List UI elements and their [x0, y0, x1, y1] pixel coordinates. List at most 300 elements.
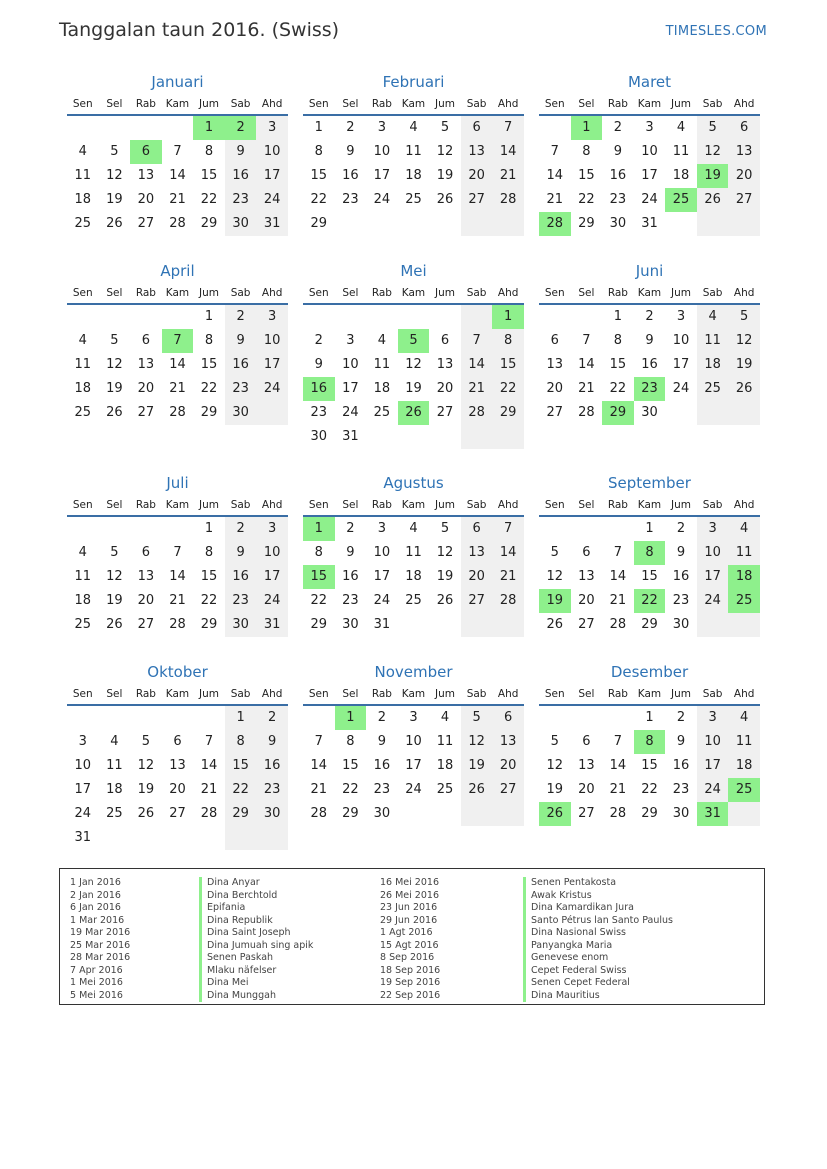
day-cell[interactable]: 20 [546, 381, 564, 396]
day-cell[interactable]: 3 [256, 517, 288, 541]
day-cell[interactable]: 29 [310, 216, 328, 231]
day-cell[interactable]: 30 [609, 216, 627, 231]
day-cell[interactable]: 8 [314, 144, 323, 159]
day-cell[interactable]: 4 [728, 517, 760, 541]
day-cell[interactable]: 27 [578, 806, 595, 821]
day-cell[interactable]: 19 [728, 353, 760, 377]
day-cell[interactable]: 28 [492, 188, 524, 212]
day-cell[interactable]: 30 [225, 212, 257, 236]
day-cell[interactable]: 25 [436, 782, 454, 797]
day-cell[interactable]: 20 [578, 593, 595, 608]
day-cell[interactable]: 23 [256, 778, 288, 802]
day-cell[interactable]: 3 [346, 333, 355, 348]
day-cell[interactable]: 31 [74, 830, 92, 845]
day-cell[interactable]: 26 [106, 216, 123, 231]
day-cell[interactable]: 17 [74, 782, 92, 797]
day-cell[interactable]: 23 [342, 593, 359, 608]
day-cell[interactable]: 15 [200, 357, 218, 372]
day-cell[interactable]: 14 [546, 168, 564, 183]
day-cell[interactable]: 10 [697, 730, 729, 754]
day-cell[interactable]: 3 [256, 305, 288, 329]
day-cell[interactable]: 28 [169, 216, 186, 231]
day-cell[interactable]: 25 [697, 377, 729, 401]
day-cell[interactable]: 18 [373, 381, 391, 396]
day-cell[interactable]: 28 [609, 617, 627, 632]
day-cell[interactable]: 8 [346, 734, 355, 749]
day-cell[interactable]: 20 [436, 381, 454, 396]
day-cell[interactable]: 20 [461, 565, 493, 589]
day-cell[interactable]: 12 [436, 144, 454, 159]
day-cell[interactable]: 21 [492, 565, 524, 589]
day-cell[interactable]: 22 [200, 192, 218, 207]
holiday-day-cell[interactable]: 25 [665, 188, 697, 212]
day-cell[interactable]: 7 [173, 545, 182, 560]
day-cell[interactable]: 6 [728, 116, 760, 140]
day-cell[interactable]: 16 [225, 565, 257, 589]
day-cell[interactable]: 17 [672, 357, 690, 372]
day-cell[interactable]: 3 [377, 521, 387, 536]
day-cell[interactable]: 29 [342, 806, 359, 821]
day-cell[interactable]: 6 [141, 545, 151, 560]
day-cell[interactable]: 5 [110, 144, 119, 159]
day-cell[interactable]: 26 [106, 617, 123, 632]
day-cell[interactable]: 12 [106, 168, 123, 183]
day-cell[interactable]: 27 [728, 188, 760, 212]
day-cell[interactable]: 24 [697, 589, 729, 613]
day-cell[interactable]: 1 [204, 521, 214, 536]
day-cell[interactable]: 10 [256, 329, 288, 353]
day-cell[interactable]: 2 [676, 521, 686, 536]
day-cell[interactable]: 24 [373, 593, 391, 608]
day-cell[interactable]: 24 [672, 381, 690, 396]
holiday-day-cell[interactable]: 26 [398, 401, 430, 425]
day-cell[interactable]: 11 [373, 357, 391, 372]
day-cell[interactable]: 27 [137, 617, 155, 632]
day-cell[interactable]: 29 [310, 617, 328, 632]
day-cell[interactable]: 31 [641, 216, 658, 231]
day-cell[interactable]: 5 [141, 734, 151, 749]
day-cell[interactable]: 24 [74, 806, 92, 821]
day-cell[interactable]: 7 [314, 734, 323, 749]
day-cell[interactable]: 19 [137, 782, 155, 797]
day-cell[interactable]: 19 [106, 192, 123, 207]
day-cell[interactable]: 18 [672, 168, 690, 183]
day-cell[interactable]: 23 [342, 192, 359, 207]
day-cell[interactable]: 18 [74, 192, 92, 207]
day-cell[interactable]: 7 [550, 144, 559, 159]
day-cell[interactable]: 24 [697, 778, 729, 802]
day-cell[interactable]: 23 [310, 405, 328, 420]
day-cell[interactable]: 23 [672, 782, 690, 797]
holiday-day-cell[interactable]: 2 [225, 116, 257, 140]
day-cell[interactable]: 9 [225, 140, 257, 164]
day-cell[interactable]: 30 [672, 617, 690, 632]
day-cell[interactable]: 9 [613, 144, 623, 159]
day-cell[interactable]: 31 [373, 617, 391, 632]
day-cell[interactable]: 22 [310, 192, 328, 207]
day-cell[interactable]: 19 [106, 593, 123, 608]
day-cell[interactable]: 9 [346, 545, 355, 560]
day-cell[interactable]: 29 [225, 802, 257, 826]
day-cell[interactable]: 8 [204, 144, 214, 159]
day-cell[interactable]: 28 [578, 405, 595, 420]
day-cell[interactable]: 21 [461, 377, 493, 401]
day-cell[interactable]: 4 [78, 333, 87, 348]
day-cell[interactable]: 22 [578, 192, 595, 207]
holiday-day-cell[interactable]: 1 [335, 706, 367, 730]
day-cell[interactable]: 18 [405, 569, 422, 584]
holiday-day-cell[interactable]: 5 [398, 329, 430, 353]
day-cell[interactable]: 18 [74, 381, 92, 396]
day-cell[interactable]: 13 [137, 168, 155, 183]
day-cell[interactable]: 17 [405, 758, 422, 773]
day-cell[interactable]: 16 [641, 357, 658, 372]
day-cell[interactable]: 29 [641, 806, 658, 821]
day-cell[interactable]: 2 [645, 309, 654, 324]
day-cell[interactable]: 27 [461, 589, 493, 613]
day-cell[interactable]: 1 [613, 309, 623, 324]
day-cell[interactable]: 17 [256, 565, 288, 589]
day-cell[interactable]: 19 [405, 381, 422, 396]
day-cell[interactable]: 9 [225, 541, 257, 565]
day-cell[interactable]: 23 [672, 593, 690, 608]
holiday-day-cell[interactable]: 6 [130, 140, 162, 164]
day-cell[interactable]: 2 [225, 517, 257, 541]
day-cell[interactable]: 10 [672, 333, 690, 348]
day-cell[interactable]: 14 [310, 758, 328, 773]
day-cell[interactable]: 27 [461, 188, 493, 212]
day-cell[interactable]: 17 [641, 168, 658, 183]
day-cell[interactable]: 21 [578, 381, 595, 396]
holiday-day-cell[interactable]: 1 [193, 116, 225, 140]
day-cell[interactable]: 27 [137, 216, 155, 231]
day-cell[interactable]: 30 [342, 617, 359, 632]
day-cell[interactable]: 16 [609, 168, 627, 183]
day-cell[interactable]: 21 [169, 593, 186, 608]
day-cell[interactable]: 16 [672, 569, 690, 584]
day-cell[interactable]: 13 [436, 357, 454, 372]
day-cell[interactable]: 20 [492, 754, 524, 778]
day-cell[interactable]: 23 [373, 782, 391, 797]
day-cell[interactable]: 15 [225, 754, 257, 778]
day-cell[interactable]: 21 [609, 593, 627, 608]
day-cell[interactable]: 13 [728, 140, 760, 164]
day-cell[interactable]: 12 [728, 329, 760, 353]
holiday-day-cell[interactable]: 1 [303, 517, 335, 541]
day-cell[interactable]: 12 [405, 357, 422, 372]
day-cell[interactable]: 24 [256, 589, 288, 613]
day-cell[interactable]: 11 [74, 168, 92, 183]
day-cell[interactable]: 20 [578, 782, 595, 797]
day-cell[interactable]: 8 [314, 545, 323, 560]
day-cell[interactable]: 15 [641, 569, 658, 584]
day-cell[interactable]: 21 [609, 782, 627, 797]
day-cell[interactable]: 10 [256, 140, 288, 164]
day-cell[interactable]: 2 [314, 333, 323, 348]
day-cell[interactable]: 14 [492, 541, 524, 565]
holiday-day-cell[interactable]: 1 [492, 305, 524, 329]
holiday-day-cell[interactable]: 22 [634, 589, 666, 613]
day-cell[interactable]: 10 [641, 144, 658, 159]
day-cell[interactable]: 19 [436, 569, 454, 584]
day-cell[interactable]: 1 [225, 706, 257, 730]
day-cell[interactable]: 8 [204, 545, 214, 560]
day-cell[interactable]: 9 [346, 144, 355, 159]
day-cell[interactable]: 8 [492, 329, 524, 353]
day-cell[interactable]: 28 [200, 806, 218, 821]
day-cell[interactable]: 27 [436, 405, 454, 420]
day-cell[interactable]: 14 [169, 168, 186, 183]
day-cell[interactable]: 7 [582, 333, 591, 348]
day-cell[interactable]: 20 [169, 782, 186, 797]
day-cell[interactable]: 10 [405, 734, 422, 749]
day-cell[interactable]: 15 [641, 758, 658, 773]
holiday-day-cell[interactable]: 25 [728, 778, 760, 802]
day-cell[interactable]: 15 [310, 168, 328, 183]
day-cell[interactable]: 15 [609, 357, 627, 372]
day-cell[interactable]: 2 [346, 521, 355, 536]
day-cell[interactable]: 13 [461, 541, 493, 565]
day-cell[interactable]: 17 [697, 754, 729, 778]
day-cell[interactable]: 16 [342, 168, 359, 183]
day-cell[interactable]: 1 [645, 710, 654, 725]
day-cell[interactable]: 3 [256, 116, 288, 140]
holiday-day-cell[interactable]: 31 [697, 802, 729, 826]
day-cell[interactable]: 28 [461, 401, 493, 425]
day-cell[interactable]: 17 [256, 164, 288, 188]
day-cell[interactable]: 18 [436, 758, 454, 773]
day-cell[interactable]: 25 [74, 405, 92, 420]
day-cell[interactable]: 19 [106, 381, 123, 396]
holiday-day-cell[interactable]: 7 [162, 329, 194, 353]
day-cell[interactable]: 11 [106, 758, 123, 773]
day-cell[interactable]: 2 [256, 706, 288, 730]
day-cell[interactable]: 28 [310, 806, 328, 821]
day-cell[interactable]: 25 [373, 405, 391, 420]
day-cell[interactable]: 29 [200, 405, 218, 420]
day-cell[interactable]: 21 [492, 164, 524, 188]
day-cell[interactable]: 1 [204, 309, 214, 324]
day-cell[interactable]: 10 [697, 541, 729, 565]
day-cell[interactable]: 16 [373, 758, 391, 773]
day-cell[interactable]: 7 [461, 329, 493, 353]
day-cell[interactable]: 4 [377, 333, 387, 348]
day-cell[interactable]: 19 [461, 754, 493, 778]
day-cell[interactable]: 27 [492, 778, 524, 802]
day-cell[interactable]: 6 [141, 333, 151, 348]
day-cell[interactable]: 19 [546, 782, 564, 797]
day-cell[interactable]: 6 [492, 706, 524, 730]
day-cell[interactable]: 1 [645, 521, 654, 536]
day-cell[interactable]: 23 [609, 192, 627, 207]
day-cell[interactable]: 28 [492, 589, 524, 613]
day-cell[interactable]: 5 [728, 305, 760, 329]
day-cell[interactable]: 11 [697, 329, 729, 353]
day-cell[interactable]: 7 [204, 734, 214, 749]
day-cell[interactable]: 22 [200, 593, 218, 608]
day-cell[interactable]: 6 [582, 545, 591, 560]
day-cell[interactable]: 4 [697, 305, 729, 329]
day-cell[interactable]: 31 [256, 212, 288, 236]
day-cell[interactable]: 24 [641, 192, 658, 207]
day-cell[interactable]: 22 [310, 593, 328, 608]
day-cell[interactable]: 11 [728, 730, 760, 754]
day-cell[interactable]: 4 [728, 706, 760, 730]
day-cell[interactable]: 18 [728, 754, 760, 778]
day-cell[interactable]: 24 [405, 782, 422, 797]
day-cell[interactable]: 14 [492, 140, 524, 164]
day-cell[interactable]: 9 [314, 357, 323, 372]
day-cell[interactable]: 22 [641, 782, 658, 797]
day-cell[interactable]: 2 [225, 305, 257, 329]
day-cell[interactable]: 21 [169, 192, 186, 207]
day-cell[interactable]: 23 [225, 589, 257, 613]
day-cell[interactable]: 16 [225, 164, 257, 188]
day-cell[interactable]: 16 [672, 758, 690, 773]
day-cell[interactable]: 31 [256, 613, 288, 637]
day-cell[interactable]: 15 [342, 758, 359, 773]
day-cell[interactable]: 7 [492, 517, 524, 541]
holiday-day-cell[interactable]: 19 [539, 589, 571, 613]
day-cell[interactable]: 7 [173, 144, 182, 159]
day-cell[interactable]: 22 [200, 381, 218, 396]
day-cell[interactable]: 23 [225, 377, 257, 401]
day-cell[interactable]: 5 [110, 545, 119, 560]
day-cell[interactable]: 4 [676, 120, 686, 135]
day-cell[interactable]: 4 [440, 710, 450, 725]
day-cell[interactable]: 22 [492, 377, 524, 401]
day-cell[interactable]: 18 [74, 593, 92, 608]
day-cell[interactable]: 27 [546, 405, 564, 420]
day-cell[interactable]: 3 [645, 120, 654, 135]
holiday-day-cell[interactable]: 18 [728, 565, 760, 589]
site-logo[interactable]: TIMESLES.COM [665, 24, 767, 39]
day-cell[interactable]: 22 [342, 782, 359, 797]
day-cell[interactable]: 11 [74, 357, 92, 372]
day-cell[interactable]: 13 [546, 357, 564, 372]
day-cell[interactable]: 6 [461, 116, 493, 140]
day-cell[interactable]: 22 [225, 778, 257, 802]
day-cell[interactable]: 7 [613, 734, 623, 749]
day-cell[interactable]: 10 [373, 144, 391, 159]
day-cell[interactable]: 24 [342, 405, 359, 420]
day-cell[interactable]: 4 [409, 521, 418, 536]
day-cell[interactable]: 9 [256, 730, 288, 754]
holiday-day-cell[interactable]: 19 [697, 164, 729, 188]
day-cell[interactable]: 22 [609, 381, 627, 396]
day-cell[interactable]: 12 [436, 545, 454, 560]
day-cell[interactable]: 2 [613, 120, 623, 135]
holiday-day-cell[interactable]: 8 [634, 730, 666, 754]
day-cell[interactable]: 17 [697, 565, 729, 589]
day-cell[interactable]: 3 [697, 517, 729, 541]
day-cell[interactable]: 13 [578, 569, 595, 584]
day-cell[interactable]: 13 [137, 357, 155, 372]
day-cell[interactable]: 16 [225, 353, 257, 377]
day-cell[interactable]: 26 [728, 377, 760, 401]
day-cell[interactable]: 10 [373, 545, 391, 560]
day-cell[interactable]: 28 [169, 617, 186, 632]
day-cell[interactable]: 3 [377, 120, 387, 135]
day-cell[interactable]: 27 [137, 405, 155, 420]
day-cell[interactable]: 26 [461, 778, 493, 802]
day-cell[interactable]: 11 [405, 545, 422, 560]
day-cell[interactable]: 19 [436, 168, 454, 183]
day-cell[interactable]: 5 [110, 333, 119, 348]
day-cell[interactable]: 8 [582, 144, 591, 159]
day-cell[interactable]: 26 [436, 192, 454, 207]
day-cell[interactable]: 5 [440, 120, 450, 135]
day-cell[interactable]: 13 [578, 758, 595, 773]
day-cell[interactable]: 20 [137, 593, 155, 608]
day-cell[interactable]: 26 [546, 617, 564, 632]
day-cell[interactable]: 5 [550, 545, 559, 560]
day-cell[interactable]: 6 [461, 517, 493, 541]
day-cell[interactable]: 30 [256, 802, 288, 826]
day-cell[interactable]: 14 [200, 758, 218, 773]
day-cell[interactable]: 30 [641, 405, 658, 420]
day-cell[interactable]: 3 [697, 706, 729, 730]
day-cell[interactable]: 4 [78, 144, 87, 159]
day-cell[interactable]: 12 [697, 140, 729, 164]
holiday-day-cell[interactable]: 26 [539, 802, 571, 826]
day-cell[interactable]: 18 [106, 782, 123, 797]
day-cell[interactable]: 21 [200, 782, 218, 797]
day-cell[interactable]: 17 [256, 353, 288, 377]
day-cell[interactable]: 9 [377, 734, 387, 749]
day-cell[interactable]: 23 [225, 188, 257, 212]
day-cell[interactable]: 15 [200, 569, 218, 584]
day-cell[interactable]: 24 [256, 377, 288, 401]
day-cell[interactable]: 6 [582, 734, 591, 749]
day-cell[interactable]: 11 [728, 541, 760, 565]
day-cell[interactable]: 11 [405, 144, 422, 159]
day-cell[interactable]: 29 [200, 617, 218, 632]
day-cell[interactable]: 2 [676, 710, 686, 725]
day-cell[interactable]: 7 [492, 116, 524, 140]
day-cell[interactable]: 24 [256, 188, 288, 212]
day-cell[interactable]: 6 [550, 333, 559, 348]
day-cell[interactable]: 20 [137, 381, 155, 396]
day-cell[interactable]: 9 [676, 545, 686, 560]
day-cell[interactable]: 21 [546, 192, 564, 207]
day-cell[interactable]: 8 [225, 730, 257, 754]
day-cell[interactable]: 25 [405, 192, 422, 207]
day-cell[interactable]: 14 [578, 357, 595, 372]
day-cell[interactable]: 27 [169, 806, 186, 821]
day-cell[interactable]: 15 [200, 168, 218, 183]
day-cell[interactable]: 14 [169, 569, 186, 584]
day-cell[interactable]: 17 [373, 569, 391, 584]
day-cell[interactable]: 9 [225, 329, 257, 353]
day-cell[interactable]: 3 [78, 734, 87, 749]
day-cell[interactable]: 6 [440, 333, 450, 348]
day-cell[interactable]: 25 [74, 617, 92, 632]
day-cell[interactable]: 3 [409, 710, 418, 725]
day-cell[interactable]: 21 [310, 782, 328, 797]
day-cell[interactable]: 13 [137, 569, 155, 584]
day-cell[interactable]: 4 [409, 120, 418, 135]
day-cell[interactable]: 31 [342, 429, 359, 444]
day-cell[interactable]: 11 [436, 734, 454, 749]
day-cell[interactable]: 4 [110, 734, 119, 749]
holiday-day-cell[interactable]: 8 [634, 541, 666, 565]
day-cell[interactable]: 5 [697, 116, 729, 140]
day-cell[interactable]: 5 [440, 521, 450, 536]
day-cell[interactable]: 12 [137, 758, 155, 773]
day-cell[interactable]: 30 [672, 806, 690, 821]
holiday-day-cell[interactable]: 29 [602, 401, 634, 425]
